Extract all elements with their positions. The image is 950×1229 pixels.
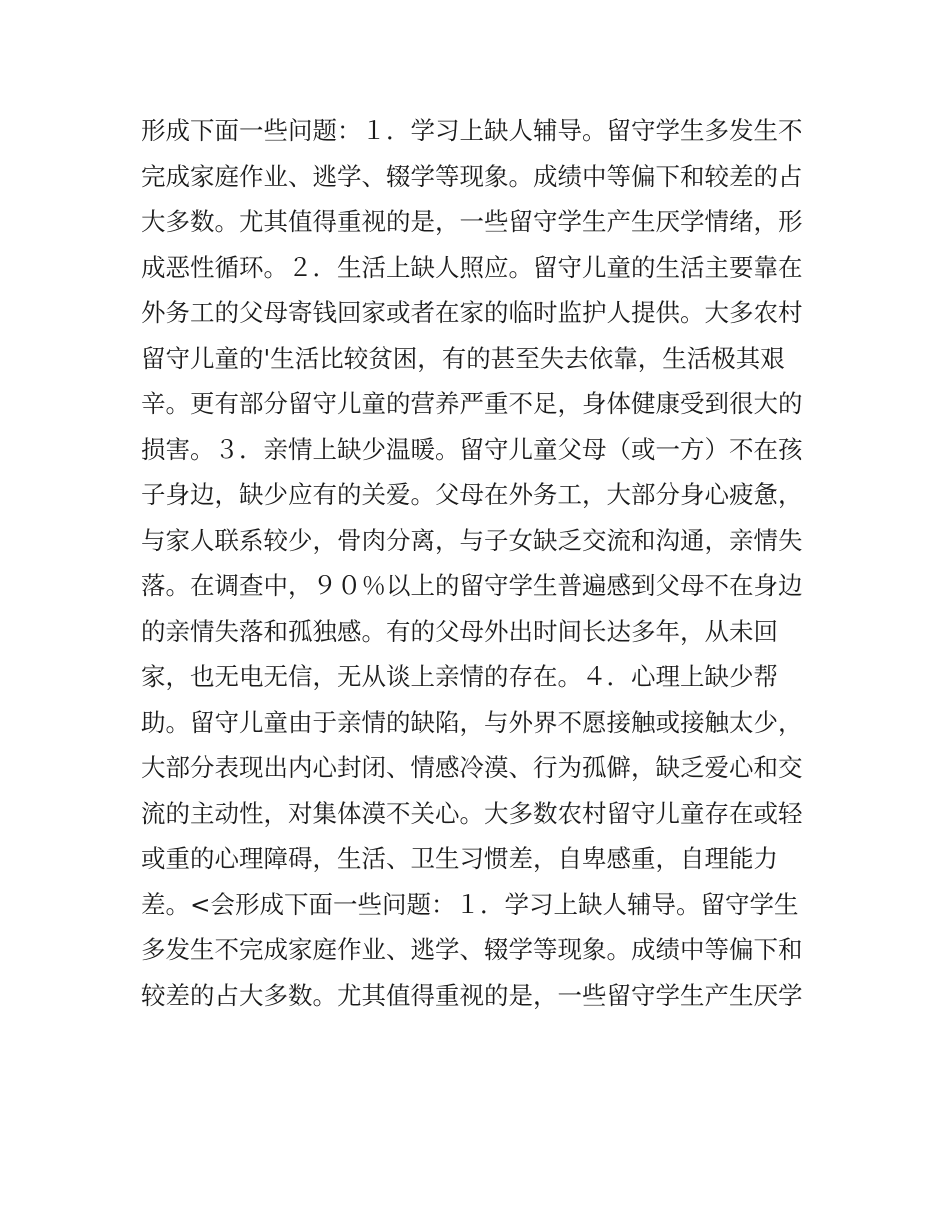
text-line: 成恶性循环。２．生活上缺人照应。留守儿童的生活主要靠在 (141, 252, 803, 282)
text-line: 家，也无电无信，无从谈上亲情的存在。４．心理上缺少帮 (141, 662, 778, 691)
text-line: 大部分表现出内心封闭、情感冷漠、行为孤僻，缺乏爱心和交 (141, 753, 803, 782)
text-line: 差。<会形成下面一些问题：１．学习上缺人辅导。留守学生 (141, 889, 799, 919)
text-line: 多发生不完成家庭作业、逃学、辍学等现象。成绩中等偏下和 (141, 935, 803, 964)
text-line: 损害。３．亲情上缺少温暖。留守儿童父母（或一方）不在孩 (141, 434, 803, 464)
text-line: 子身边，缺少应有的关爱。父母在外务工，大部分身心疲惫， (141, 480, 803, 509)
text-line: 较差的占大多数。尤其值得重视的是，一些留守学生产生厌学 (141, 980, 803, 1010)
text-line: 与家人联系较少，骨肉分离，与子女缺乏交流和沟通，亲情失 (141, 525, 803, 555)
text-line: 外务工的父母寄钱回家或者在家的临时监护人提供。大多农村 (141, 298, 803, 327)
text-line: 留守儿童的'生活比较贫困，有的甚至失去依靠，生活极其艰 (141, 343, 785, 373)
text-line: 助。留守儿童由于亲情的缺陷，与外界不愿接触或接触太少， (141, 707, 803, 737)
text-line: 或重的心理障碍，生活、卫生习惯差，自卑感重，自理能力 (141, 844, 778, 873)
text-line: 落。在调查中，９０％以上的留守学生普遍感到父母不在身边 (141, 571, 803, 600)
text-line: 形成下面一些问题：１．学习上缺人辅导。留守学生多发生不 (141, 116, 803, 145)
body-text (141, 108, 821, 1018)
text-line: 流的主动性，对集体漠不关心。大多数农村留守儿童存在或轻 (141, 798, 803, 828)
text-line: 完成家庭作业、逃学、辍学等现象。成绩中等偏下和较差的占 (141, 161, 803, 191)
text-line: 大多数。尤其值得重视的是，一些留守学生产生厌学情绪，形 (141, 207, 803, 236)
text-line: 辛。更有部分留守儿童的营养严重不足，身体健康受到很大的 (141, 389, 803, 418)
text-line: 的亲情失落和孤独感。有的父母外出时间长达多年，从未回 (141, 616, 778, 646)
